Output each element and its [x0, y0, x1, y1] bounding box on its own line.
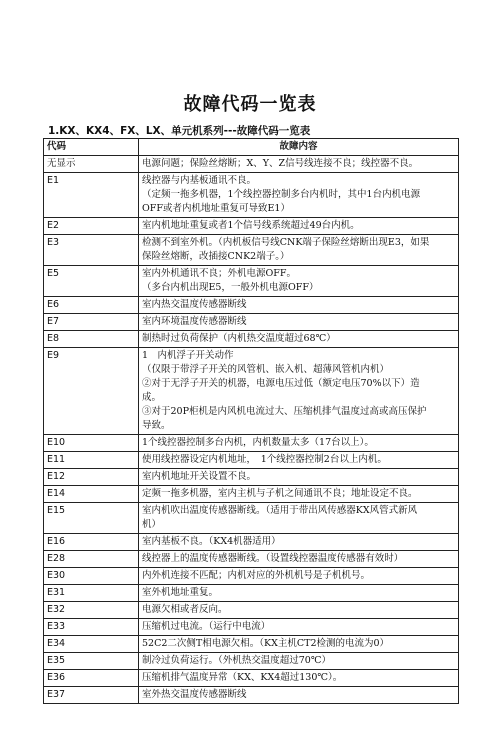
table-row [44, 314, 459, 331]
description-line: （定频一拖多机器，1个线控器控制多台内机时，其中1台内机电源 [142, 189, 421, 200]
description-line: 室内热交温度传感器断线 [142, 299, 247, 310]
description-line: 制冷过负荷运行。（外机热交温度超过70℃） [142, 655, 331, 666]
description-line: OFF或者内机地址重复可导致E1） [142, 203, 290, 214]
fault-code: E14 [44, 486, 139, 503]
fault-code: E32 [44, 602, 139, 619]
table-row [44, 687, 459, 704]
table-row [44, 653, 459, 670]
fault-code: E35 [44, 653, 139, 670]
table-row [44, 503, 459, 534]
table-row [44, 156, 459, 173]
description-line: 定频一拖多机器，室内主机与子机之间通讯不良；地址设定不良。 [142, 488, 418, 499]
table-row [44, 266, 459, 297]
fault-description [139, 534, 459, 551]
description-line: 室外热交温度传感器断线 [142, 689, 247, 700]
fault-description [139, 314, 459, 331]
table-row [44, 331, 459, 348]
description-line: ③对于20P柜机是内风机电流过大、压缩机排气温度过高或高压保护 [142, 406, 427, 417]
description-line: 检测不到室外机。（内机板信号线CNK端子保险丝熔断出现E3，如果 [142, 237, 430, 248]
table-row [44, 568, 459, 585]
description-line: 机） [142, 519, 162, 530]
fault-code: E16 [44, 534, 139, 551]
description-line: 52C2二次侧T相电源欠相。（KX主机CT2检测的电流为0） [142, 638, 390, 649]
header-content: 故障内容 [139, 139, 459, 156]
table-row [44, 486, 459, 503]
table-row [44, 173, 459, 218]
section-heading: 1.KX、KX4、FX、LX、单元机系列---故障代码一览表 [48, 125, 311, 137]
fault-code: E37 [44, 687, 139, 704]
fault-code: E8 [44, 331, 139, 348]
description-line: 1个线控器控制多台内机，内机数量太多（17台以上）。 [142, 437, 374, 448]
fault-description [139, 266, 459, 297]
fault-description [139, 619, 459, 636]
description-line: 制热时过负荷保护（内机热交温度超过68℃） [142, 333, 336, 344]
fault-code: E12 [44, 469, 139, 486]
fault-description [139, 469, 459, 486]
fault-code: E33 [44, 619, 139, 636]
fault-code: E6 [44, 297, 139, 314]
fault-code: E10 [44, 435, 139, 452]
table-row [44, 297, 459, 314]
fault-code: E9 [44, 348, 139, 435]
fault-code: E11 [44, 452, 139, 469]
description-line: ②对于无浮子开关的机器，电源电压过低（额定电压70%以下）造 [142, 378, 420, 389]
description-line: 成。 [142, 392, 162, 403]
header-code: 代码 [44, 139, 139, 156]
description-line: （仅限于带浮子开关的风管机、嵌入机、超薄风管机内机） [142, 364, 390, 375]
table-row [44, 235, 459, 266]
table-row [44, 670, 459, 687]
table-row [44, 534, 459, 551]
description-line: 线控器上的温度传感器断线。（设置线控器温度传感器有效时） [142, 553, 404, 564]
description-line: （多台内机出现E5，一般外机电源OFF） [142, 282, 319, 293]
fault-description [139, 653, 459, 670]
description-line: 内外机连接不匹配；内机对应的外机机号是子机机号。 [142, 570, 371, 581]
description-line: 1 内机浮子开关动作 [142, 350, 234, 361]
fault-description [139, 297, 459, 314]
fault-code-table [43, 138, 459, 704]
table-row [44, 636, 459, 653]
page-title: 故障代码一览表 [183, 94, 317, 115]
fault-code: E2 [44, 218, 139, 235]
fault-description [139, 173, 459, 218]
description-line: 室内机地址重复或者1个信号线系统超过49台内机。 [142, 220, 360, 231]
description-line: 室外机地址重复。 [142, 587, 219, 598]
table-row [44, 452, 459, 469]
table-row [44, 348, 459, 435]
description-line: 室内环境温度传感器断线 [142, 316, 247, 327]
fault-code: E36 [44, 670, 139, 687]
description-line: 室内机地址开关设置不良。 [142, 471, 257, 482]
fault-code: E7 [44, 314, 139, 331]
fault-description [139, 435, 459, 452]
fault-description [139, 348, 459, 435]
fault-code: E1 [44, 173, 139, 218]
fault-code: E34 [44, 636, 139, 653]
description-line: 保险丝熔断，改插接CNK2端子。） [142, 251, 290, 262]
description-line: 线控器与内基板通讯不良。 [142, 175, 257, 186]
fault-description [139, 568, 459, 585]
fault-description [139, 602, 459, 619]
fault-code: E5 [44, 266, 139, 297]
fault-code: E3 [44, 235, 139, 266]
fault-description [139, 452, 459, 469]
table-header-row [44, 139, 459, 156]
description-line: 电源欠相或者反向。 [142, 604, 228, 615]
fault-description [139, 551, 459, 568]
description-line: 压缩机过电流。（运行中电流） [142, 621, 271, 632]
table-row [44, 602, 459, 619]
fault-code: E31 [44, 585, 139, 602]
fault-description [139, 218, 459, 235]
description-line: 电源问题；保险丝熔断；X、Y、Z信号线连接不良；线控器不良。 [142, 158, 419, 169]
fault-description [139, 670, 459, 687]
description-line: 导致。 [142, 420, 171, 431]
table-row [44, 551, 459, 568]
table-row [44, 469, 459, 486]
description-line: 室内外机通讯不良；外机电源OFF。 [142, 268, 296, 279]
table-row [44, 435, 459, 452]
description-line: 使用线控器设定内机地址， 1个线控器控制2台以上内机。 [142, 454, 387, 465]
fault-description [139, 331, 459, 348]
fault-description [139, 486, 459, 503]
fault-description [139, 235, 459, 266]
description-line: 室内机吹出温度传感器断线。（适用于带出风传感器KX风管式新风 [142, 505, 418, 516]
fault-code: 无显示 [44, 156, 139, 173]
fault-description [139, 636, 459, 653]
fault-code: E28 [44, 551, 139, 568]
fault-code: E15 [44, 503, 139, 534]
description-line: 室内基板不良。（KX4机器适用） [142, 536, 281, 547]
table-row [44, 218, 459, 235]
table-body [44, 156, 459, 704]
fault-description [139, 687, 459, 704]
table-row [44, 619, 459, 636]
fault-description [139, 585, 459, 602]
table-row [44, 585, 459, 602]
fault-code: E30 [44, 568, 139, 585]
fault-description [139, 156, 459, 173]
description-line: 压缩机排气温度异常（KX、KX4超过130℃）。 [142, 672, 343, 683]
fault-description [139, 503, 459, 534]
